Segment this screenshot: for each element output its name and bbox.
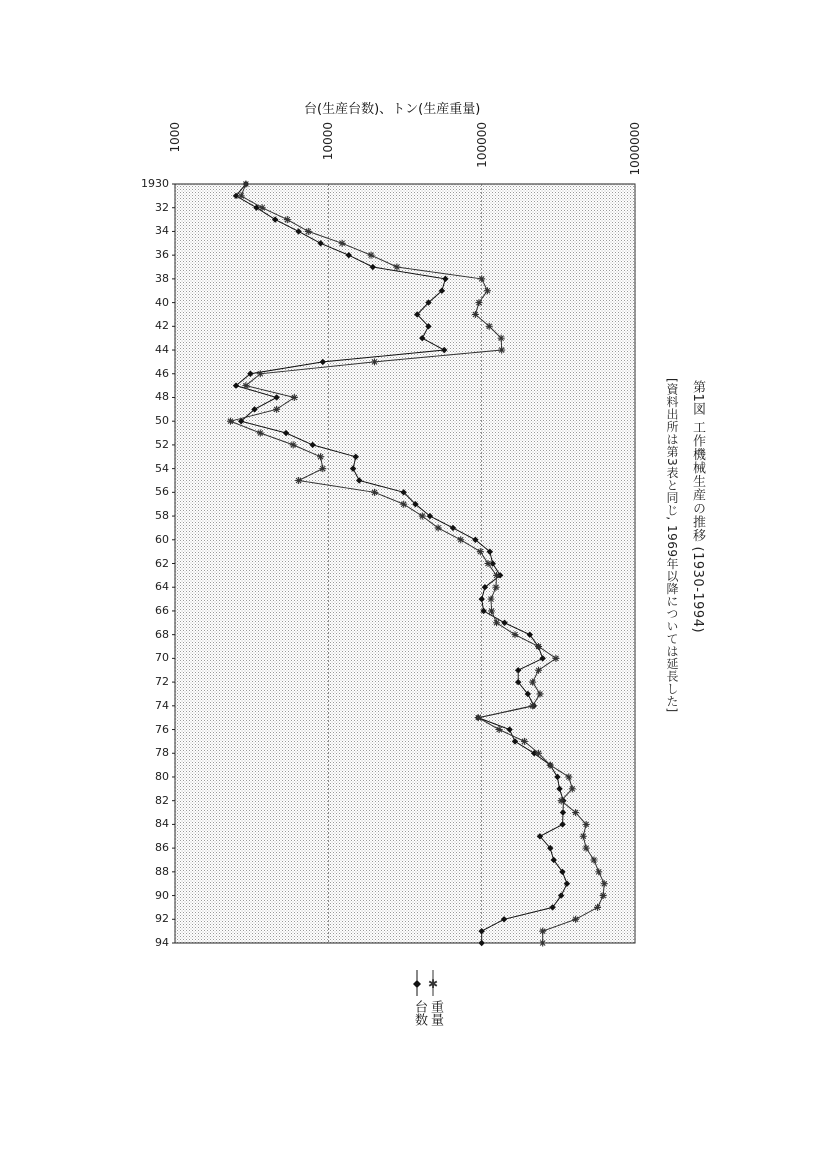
year-tick-label: 32 [155, 200, 169, 214]
series-1-point [572, 809, 579, 816]
plot-area [175, 184, 635, 943]
year-tick-label: 72 [155, 675, 169, 689]
series-1-point [580, 833, 587, 840]
year-tick-label: 42 [155, 319, 169, 333]
series-1-point [393, 264, 400, 271]
year-tick-label: 64 [155, 580, 169, 594]
series-1-point [583, 821, 590, 828]
series-1-point [273, 406, 280, 413]
year-tick-label: 66 [155, 603, 169, 617]
series-1-point [242, 181, 249, 188]
year-tick-label: 34 [155, 224, 169, 238]
series-1-point [521, 738, 528, 745]
series-1-point [487, 596, 494, 603]
value-tick-label: 1000000 [628, 122, 642, 176]
series-1-point [257, 370, 264, 377]
series-1-point [484, 287, 491, 294]
year-tick-label: 50 [155, 414, 169, 428]
series-1-point [535, 643, 542, 650]
year-tick-label: 44 [155, 343, 169, 357]
series-1-point [435, 524, 442, 531]
series-1-point [472, 311, 479, 318]
series-1-point [486, 323, 493, 330]
legend-asterisk-icon: ✱ [427, 977, 439, 991]
year-tick-label: 54 [155, 461, 169, 475]
year-tick-label: 94 [155, 936, 169, 949]
series-1-point [419, 513, 426, 520]
year-tick-label: 76 [155, 722, 169, 736]
value-tick-label: 100000 [474, 122, 489, 168]
series-1-point [319, 465, 326, 472]
series-1-point [371, 358, 378, 365]
year-tick-label: 78 [155, 746, 169, 760]
series-1-point [539, 940, 546, 947]
series-1-point [539, 928, 546, 935]
series-1-point [547, 762, 554, 769]
series-1-point [552, 655, 559, 662]
year-tick-label: 1930 [141, 177, 169, 190]
legend-item-weight: 重量 [428, 1000, 443, 1026]
year-tick-label: 62 [155, 556, 169, 570]
legend-item-count: 台数 [412, 1000, 427, 1026]
series-1-point [227, 418, 234, 425]
year-tick-label: 46 [155, 366, 169, 380]
series-1-point [457, 536, 464, 543]
series-1-point [475, 714, 482, 721]
series-1-point [569, 785, 576, 792]
series-1-point [478, 275, 485, 282]
series-1-point [339, 240, 346, 247]
series-1-point [317, 453, 324, 460]
series-1-point [371, 489, 378, 496]
series-1-point [295, 477, 302, 484]
series-1-point [291, 394, 298, 401]
year-tick-label: 86 [155, 841, 169, 855]
year-tick-label: 36 [155, 248, 169, 262]
year-tick-label: 80 [155, 769, 169, 783]
series-1-point [595, 868, 602, 875]
series-1-point [368, 252, 375, 259]
year-tick-label: 82 [155, 793, 169, 807]
year-tick-label: 60 [155, 532, 169, 546]
series-1-point [488, 607, 495, 614]
year-tick-label: 48 [155, 390, 169, 404]
year-tick-label: 90 [155, 888, 169, 902]
series-1-point [535, 667, 542, 674]
series-1-point [257, 430, 264, 437]
series-1-point [565, 773, 572, 780]
series-1-point [493, 619, 500, 626]
series-1-point [400, 501, 407, 508]
series-1-point [496, 726, 503, 733]
series-1-point [238, 192, 245, 199]
chart-title: 第1図 工作機械生産の推移 (1930-1994) [690, 380, 705, 634]
value-axis-label: 台(生産台数)、トン(生産重量) [304, 102, 481, 117]
year-tick-label: 56 [155, 485, 169, 499]
series-1-point [590, 856, 597, 863]
value-tick-label: 10000 [321, 122, 336, 161]
year-tick-label: 92 [155, 912, 169, 926]
year-tick-label: 70 [155, 651, 169, 665]
series-1-point [485, 560, 492, 567]
series-1-point [475, 299, 482, 306]
year-tick-label: 88 [155, 864, 169, 878]
year-tick-label: 68 [155, 627, 169, 641]
year-tick-label: 74 [155, 698, 169, 712]
year-tick-label: 52 [155, 437, 169, 451]
series-1-point [594, 904, 601, 911]
series-1-point [512, 631, 519, 638]
series-1-point [259, 204, 266, 211]
series-1-point [535, 750, 542, 757]
series-1-point [305, 228, 312, 235]
series-1-point [558, 797, 565, 804]
series-1-point [242, 382, 249, 389]
series-1-point [529, 702, 536, 709]
value-tick-label: 1000 [168, 122, 182, 153]
series-1-point [498, 347, 505, 354]
series-1-point [572, 916, 579, 923]
series-1-point [498, 335, 505, 342]
series-1-point [492, 584, 499, 591]
chart-note: [資料出所は第3表と同じ, 1969年以降については延長した] [665, 378, 679, 713]
series-1-point [477, 548, 484, 555]
series-1-point [290, 441, 297, 448]
series-1-point [529, 679, 536, 686]
series-1-point [601, 880, 608, 887]
year-tick-label: 58 [155, 509, 169, 523]
year-tick-label: 84 [155, 817, 169, 831]
series-1-point [600, 892, 607, 899]
series-1-point [493, 572, 500, 579]
legend [395, 966, 445, 1046]
series-1-point [536, 690, 543, 697]
legend-diamond-icon [413, 980, 421, 988]
series-1-point [284, 216, 291, 223]
year-tick-label: 40 [155, 295, 169, 309]
year-tick-label: 38 [155, 271, 169, 285]
series-1-point [583, 845, 590, 852]
